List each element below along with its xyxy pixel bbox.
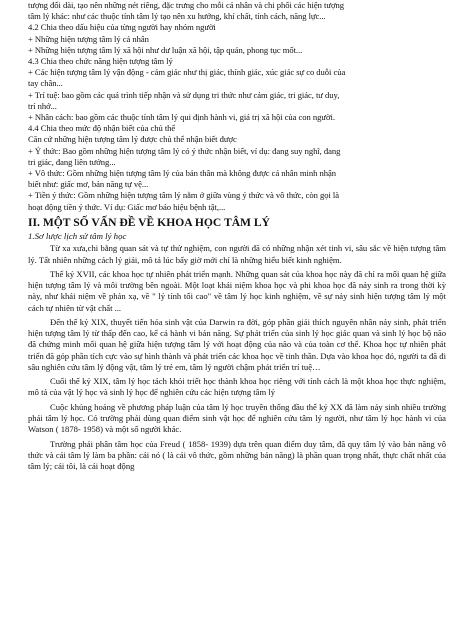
- text-line: + Vô thức: Gồm những hiện tượng tâm lý của bản thân mà không được cá nhân minh nhận: [28, 168, 336, 179]
- text-line: 4.4 Chia theo mức độ nhận biết của chủ thể: [28, 123, 176, 134]
- text-line: biết như: giấc mơ, bản năng tự vệ...: [28, 179, 149, 190]
- subsection-heading: 1.Sơ lược lịch sử tâm lý học: [28, 230, 127, 241]
- text-line: 4.3 Chia theo chức năng hiện tượng tâm lý: [28, 56, 173, 67]
- text-line: + Trí tuệ: bao gồm các quá trình tiếp nhận và sử dụng tri thức như cảm giác, tri giác, tư duy,: [28, 89, 340, 100]
- text-line: tượng đối dài, tạo nên những nét riêng, đặc trưng cho mỗi cá nhân và chi phối các hiện tượng: [28, 0, 344, 10]
- text-line: + Tiền ý thức: Gồm những hiện tượng tâm lý nằm ở giữa vùng ý thức và vô thức, còn gọi là: [28, 190, 340, 201]
- text-line: Căn cứ những hiện tượng tâm lý được chủ thể nhận biết được: [28, 134, 237, 145]
- paragraph: Trường phái phân tâm học của Freud ( 1858- 1939) dựa trên quan điểm duy tâm, đã quy tâm lý vào bản năng vô thức và cái tâm lý làm ba phần: cái nó ( là cái vô thức, gồm những bản năng) là phần quan trọng nhất, thực chất nhất của tâm lý; cái tôi, là cái hoạt động: [28, 438, 446, 471]
- text-line: tri giác, đang liên tưởng...: [28, 156, 116, 167]
- paragraph: Thế kỷ XVII, các khoa học tự nhiên phát triển mạnh. Những quan sát của khoa học này đã chỉ ra mối quan hệ giữa hiện tượng tâm lý và môi trường bên ngoài. Một loạt khái niệm khoa học và phi khoa học đã nảy sinh ra trong thời kỳ này, như khái niệm về phản xạ, về " lý tính tối cao" về tâm lý học kinh nghiệm, về sự nảy sinh hiện tượng tâm lý một cách tự nhiên từ vật chất ...: [28, 268, 446, 313]
- section-heading: II. MỘT SỐ VẤN ĐỀ VỀ KHOA HỌC TÂM LÝ: [28, 215, 271, 229]
- paragraph: Đến thế kỷ XIX, thuyết tiến hóa sinh vật của Darwin ra đời, góp phần giải thích nguyên nhân nảy sinh, phát triển hiện tượng tâm lý từ thấp đến cao, kể cả hành vi bản năng. Sự phát triển của sinh lý học giác quan và sinh lý học bộ não đã chứng minh mối quan hệ giữa hiện tượng tâm lý với hoạt động của não và của toàn cơ thể. Khoa học tự nhiên phát triển đã góp phần tích cực vào sự hình thành và phát triển các khoa học về tinh thần. Dựa vào khoa học đó, người ta đã đi sâu nghiên cứu tâm lý động vật, tâm lý trẻ em, tâm lý người chậm phát triển trí tuệ…: [28, 316, 446, 372]
- paragraph: Cuối thế kỷ XIX, tâm lý học tách khỏi triết học thành khoa học riêng với tính cách là một khoa học thực nghiệm, mô tả của vật lý học và sinh lý học để nghiên cứu các hiện tượng tâm lý: [28, 376, 446, 398]
- paragraph: Từ xa xưa,chi bằng quan sát và tự thử nghiệm, con người đã có những nhận xét tinh vi, sâu sắc về hiện tượng tâm lý. Tất nhiên những cách lý giải, mô tả lúc bấy giờ mới chỉ là những hiểu biết kinh nghiệm.: [28, 243, 446, 265]
- document-page: [28, 0, 446, 475]
- text-line: + Những hiện tượng tâm lý xã hội như dư luận xã hội, tập quán, phong tục mốt...: [28, 44, 303, 55]
- text-line: + Những hiện tượng tâm lý cá nhân: [28, 33, 149, 44]
- text-line: tâm lý khác: như các thuộc tính tâm lý tạo nên xu hướng, khí chất, tính cách, năng lực...: [28, 11, 326, 22]
- text-line: tay chân...: [28, 78, 63, 89]
- text-line: + Ý thức: Bao gồm những hiện tượng tâm lý có ý thức nhận biết, ví dụ: đang suy nghĩ, đang: [28, 145, 341, 156]
- paragraph: Cuộc khủng hoảng về phương pháp luận của tâm lý học truyền thống đầu thế kỷ XX đã làm nảy sinh nhiều trường phái tâm lý học. Có trường phái dùng quan điểm sinh vật học để nghiên cứu tâm lý người, như tâm lý học hành vi của Watson ( 1878- 1958) và một số người khác.: [28, 401, 446, 435]
- history-section: [28, 243, 446, 472]
- text-line: hoạt động tiền ý thức. Ví dụ: Giấc mơ báo hiệu bệnh tật,...: [28, 201, 226, 212]
- classification-section: [28, 0, 446, 213]
- text-line: + Các hiện tượng tâm lý vận động - cảm giác như thị giác, thính giác, xúc giác sự co duỗi của: [28, 67, 346, 78]
- text-line: 4.2 Chia theo dấu hiệu của từng người hay nhóm người: [28, 22, 216, 33]
- text-line: trí nhớ...: [28, 100, 57, 111]
- text-line: + Nhân cách: bao gồm các thuộc tính tâm lý qui định hành vi, giá trị xã hội của con người.: [28, 112, 335, 123]
